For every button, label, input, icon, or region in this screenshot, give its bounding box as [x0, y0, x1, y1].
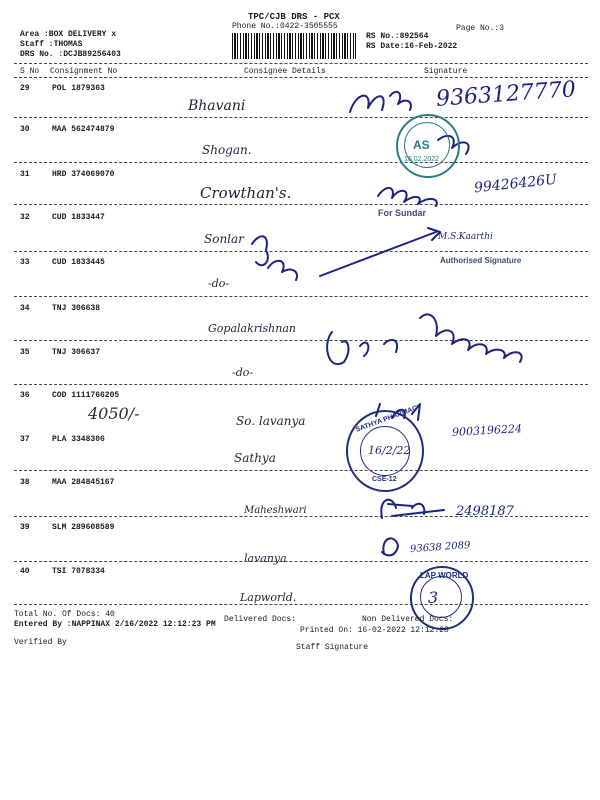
- row-consignment: TSI 7078334: [52, 567, 105, 576]
- circle-stamp: [396, 114, 460, 178]
- row-consignment: CUD 1833447: [52, 213, 105, 222]
- entered-by: Entered By :NAPPINAX 2/16/2022 12:12:23 PM: [14, 620, 216, 629]
- row-sno: 37: [20, 435, 30, 444]
- consignee-name: Bhavani: [188, 98, 246, 114]
- pharmacy-stamp-date: 16/2/22: [368, 444, 411, 457]
- col-consignment: Consignment No: [50, 67, 118, 76]
- printed-on: Printed On: 16-02-2022 12:12:28: [300, 626, 449, 635]
- signature-mark: [327, 332, 397, 364]
- amount-note: 4050/-: [88, 404, 140, 423]
- receiver-phone: 9003196224: [451, 422, 523, 439]
- row-sno: 29: [20, 84, 30, 93]
- consignee-name: Sonlar: [204, 232, 244, 246]
- row-consignment: COD 1111766205: [52, 391, 120, 400]
- row-consignment: SLM 289608589: [52, 523, 115, 532]
- consignee-name: Sathya: [234, 451, 276, 465]
- row-consignment: POL 1879363: [52, 84, 105, 93]
- signature-mark: [420, 314, 522, 362]
- stamp-authorised-signature: Authorised Signature: [440, 256, 522, 265]
- lapworld-stamp-mark: 3: [428, 588, 439, 607]
- staff-signature: Staff Signature: [296, 643, 369, 652]
- rs-number: RS No.:892564: [366, 32, 429, 41]
- non-delivered-docs: Non Delivered Docs:: [362, 615, 454, 624]
- row-consignment: MAA 284845167: [52, 478, 115, 487]
- pharmacy-stamp: [346, 403, 424, 492]
- consignee-name: Crowthan's.: [200, 184, 292, 202]
- consignee-name: So. lavanya: [236, 414, 306, 428]
- row-consignment: MAA 562474879: [52, 125, 115, 134]
- total-docs: Total No. Of Docs: 40: [14, 610, 115, 619]
- delivered-docs: Delivered Docs:: [224, 615, 297, 624]
- receiver-phone: 2498187: [456, 504, 514, 519]
- stamp-for-sundar: For Sundar: [378, 208, 427, 218]
- circle-stamp-date: 16.02.2022: [404, 156, 440, 163]
- row-sno: 35: [20, 348, 30, 357]
- row-sno: 40: [20, 567, 30, 576]
- signature-mark: [252, 236, 297, 280]
- signature-mark: [382, 538, 398, 555]
- row-sno: 36: [20, 391, 30, 400]
- receiver-phone: 93638 2089: [409, 539, 471, 556]
- pharmacy-stamp-code: CSE-12: [372, 476, 397, 483]
- col-signature: Signature: [424, 67, 468, 76]
- signature-mark: [350, 92, 411, 112]
- col-consignee: Consignee Details: [244, 67, 326, 76]
- receiver-phone: 9363127770: [435, 77, 577, 112]
- consignee-name: Gopalakrishnan: [208, 322, 296, 335]
- verified-by: Verified By: [14, 638, 67, 647]
- row-consignment: CUD 1833445: [52, 258, 105, 267]
- signer-name: M.S.Kaarthi: [438, 232, 493, 242]
- pharmacy-stamp-name: SATHYA PHARMACY: [354, 403, 423, 434]
- circle-stamp-text: AS: [413, 138, 430, 152]
- page-number: Page No.:3: [456, 24, 505, 33]
- col-sno: S No: [20, 67, 40, 76]
- row-sno: 32: [20, 213, 30, 222]
- receiver-phone: 99426426U: [473, 171, 558, 197]
- row-sno: 33: [20, 258, 30, 267]
- consignee-name: Lapworld.: [240, 591, 297, 604]
- row-sno: 31: [20, 170, 30, 179]
- signature-mark: [378, 188, 437, 206]
- report-title: TPC/CJB DRS - PCX: [248, 12, 340, 22]
- row-consignment: TNJ 306637: [52, 348, 101, 357]
- consignee-name: lavanya: [244, 552, 287, 565]
- staff-label: Staff :THOMAS: [20, 40, 83, 49]
- signature-mark: [320, 228, 440, 276]
- row-sno: 34: [20, 304, 30, 313]
- drs-number: DRS No. :DCJB89256403: [20, 50, 121, 59]
- consignee-name: -do-: [208, 277, 230, 290]
- row-sno: 38: [20, 478, 30, 487]
- row-sno: 30: [20, 125, 30, 134]
- consignee-name: -do-: [232, 366, 254, 379]
- phone-number: Phone No.:0422-3505555: [232, 22, 338, 31]
- lapworld-stamp-inner: [420, 576, 462, 618]
- rs-date: RS Date:16-Feb-2022: [366, 42, 458, 51]
- row-sno: 39: [20, 523, 30, 532]
- lapworld-stamp-name: LAP WORLD: [420, 571, 469, 580]
- row-consignment: TNJ 306638: [52, 304, 101, 313]
- row-consignment: PLA 3348306: [52, 435, 105, 444]
- area-label: Area :BOX DELIVERY x: [20, 30, 117, 39]
- consignee-name: Maheshwari: [244, 505, 307, 516]
- row-consignment: HRD 374069070: [52, 170, 115, 179]
- consignee-name: Shogan.: [202, 143, 252, 157]
- signature-mark: [392, 510, 444, 516]
